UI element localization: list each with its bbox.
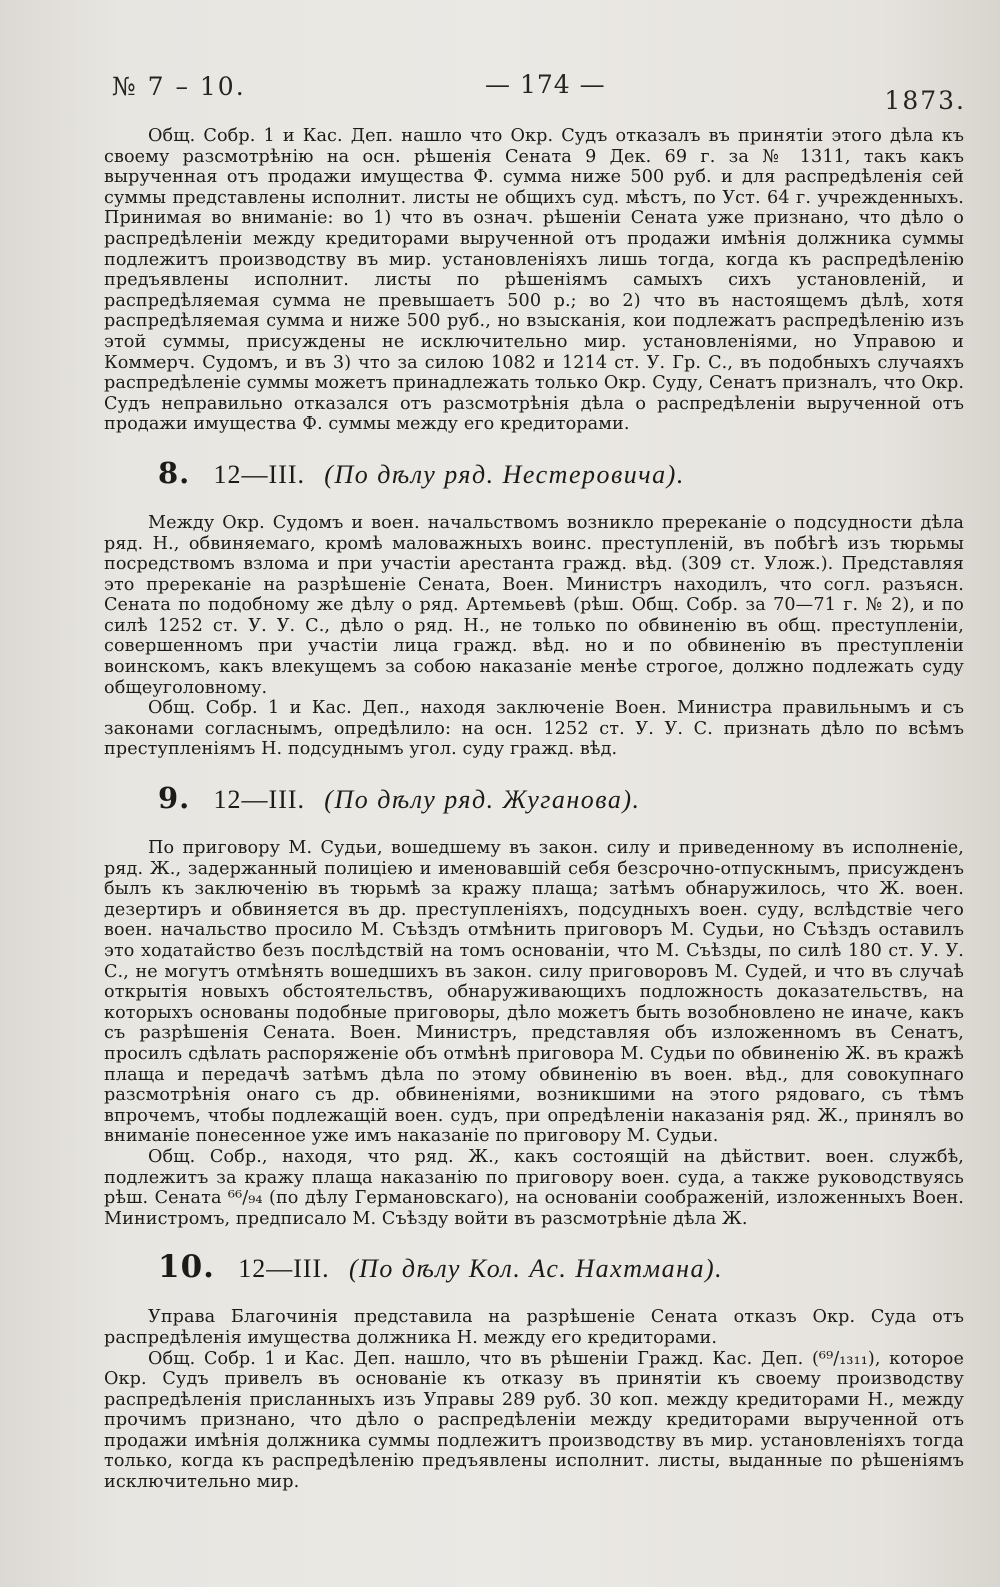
paragraph: Общ. Собр. 1 и Кас. Деп., находя заключеніе Воен. Министра правильнымъ и съ законами согласнымъ, опредѣлило: на осн. 1252 ст. У. У. С. признать дѣло по всѣмъ преступленіямъ Н. подсуднымъ угол. суду гражд. вѣд. bbox=[104, 698, 964, 760]
paragraph: Управа Благочинія представила на разрѣшеніе Сената отказъ Окр. Суда отъ распредѣленія имущества должника Н. между его кредиторами. bbox=[104, 1307, 964, 1348]
section-heading-8 bbox=[158, 457, 964, 491]
section-heading-9 bbox=[158, 782, 964, 816]
issue-number: № 7 – 10. bbox=[112, 72, 246, 101]
paragraph: Между Окр. Судомъ и воен. начальствомъ возникло пререканіе о подсудности дѣла ряд. Н., обвиняемаго, кромѣ маловажныхъ воинс. преступленій, въ побѣгѣ изъ тюрьмы посредствомъ взлома и при участіи арестанта гражд. вѣд. (309 ст. Улож.). Представляя это пререканіе на разрѣшеніе Сената, Воен. Министръ находилъ, что согл. разъясн. Сената по подобному же дѣлу о ряд. Артемьевѣ (рѣш. Общ. Собр. за 70—71 г. № 2), и по силѣ 1252 ст. У. У. С., дѣло о ряд. Н., не только по обвиненію въ общ. преступленіи, совершенномъ при участіи лица гражд. вѣд. но и по обвиненію въ преступленіи воинскомъ, какъ влекущемъ за собою наказаніе менѣе строгое, должно подлежать суду общеуголовному. bbox=[104, 512, 964, 698]
section-date: 12—III. bbox=[213, 459, 306, 489]
section-number: 9. bbox=[158, 781, 191, 816]
paragraph-continued: Общ. Собр. 1 и Кас. Деп. нашло что Окр. Судъ отказалъ въ принятіи этого дѣла къ своему разсмотрѣнію на осн. рѣшенія Сената 9 Дек. 69 г. за № 1311, такъ какъ вырученная отъ продажи имущества Ф. сумма ниже 500 руб. и для распредѣленія сей суммы представлены исполнит. листы не общихъ суд. мѣстъ, по Уст. 64 г. учрежденныхъ. Принимая во вниманіе: во 1) что въ означ. рѣшеніи Сената уже признано, что дѣло о распредѣленіи между кредиторами вырученной отъ продажи имѣнія должника суммы подлежитъ производству въ мир. установленіяхъ лишь тогда, когда къ распредѣленію предъявлены исполнит. листы по рѣшеніямъ самыхъ сихъ установленій, и распредѣляемая сумма не превышаетъ 500 р.; во 2) что въ настоящемъ дѣлѣ, хотя распредѣляемая сумма и ниже 500 руб., но взысканія, кои подлежатъ распредѣленію изъ этой суммы, присуждены не исключительно мир. установленіями, но Управою и Коммерч. Судомъ, и въ 3) что за силою 1082 и 1214 ст. У. Гр. С., въ подобныхъ случаяхъ распредѣленіе суммы можетъ принадлежать только Окр. Суду, Сенатъ призналъ, что Окр. Судъ неправильно отказался отъ разсмотрѣнія дѣла о распредѣленіи вырученной отъ продажи имущества Ф. суммы между его кредиторами. bbox=[104, 126, 965, 435]
section-date: 12—III. bbox=[238, 1254, 330, 1284]
page-header bbox=[112, 66, 966, 115]
year: 1873. bbox=[884, 86, 966, 115]
section-title: (По дѣлу ряд. Жуганова). bbox=[324, 785, 641, 815]
section-title: (По дѣлу ряд. Нестеровича). bbox=[324, 459, 685, 489]
paragraph: По приговору М. Судьи, вошедшему въ закон. силу и приведенному въ исполненіе, ряд. Ж., задержанный полиціею и именовавшій себя безсрочно-отпускнымъ, присужденъ былъ къ заключенію въ тюрьмѣ за кражу плаща; затѣмъ обнаружилось, что Ж. воен. дезертиръ и обвиняется въ др. преступленіяхъ, подсудныхъ воен. суду, вслѣдствіе чего воен. начальство просило М. Съѣздъ отмѣнить приговоръ М. Судьи, но Съѣздъ оставилъ это ходатайство безъ послѣдствій на томъ основаніи, что М. Съѣзды, по силѣ 180 ст. У. У. С., не могутъ отмѣнять вошедшихъ въ закон. силу приговоровъ М. Судей, и что въ случаѣ открытія новыхъ обстоятельствъ, обнаруживающихъ подложность доказательствъ, на которыхъ основаны подобные приговоры, дѣло можетъ быть возобновлено не иначе, какъ съ разрѣшенія Сената. Воен. Министръ, представляя объ изложенномъ въ Сенатъ, просилъ сдѣлать распоряженіе объ отмѣнѣ приговора М. Судьи по обвиненію Ж. въ кражѣ плаща и передачѣ затѣмъ дѣла по этому обвиненію въ воен. вѣд., для совокупнаго разсмотрѣнія онаго съ др. обвиненіями, возникшими на этого рядоваго, съ тѣмъ впрочемъ, чтобы подлежащій воен. судъ, при опредѣленіи наказанія ряд. Ж., принялъ во вниманіе понесенное уже имъ наказаніе по приговору М. Судьи. bbox=[104, 838, 964, 1147]
section-number: 10. bbox=[158, 1249, 215, 1286]
paragraph: Общ. Собр., находя, что ряд. Ж., какъ состоящій на дѣйствит. воен. службѣ, подлежитъ за кражу плаща наказанію по приговору воен. суда, а также руководствуясь рѣш. Сената ⁶⁶/₉₄ (по дѣлу Германовскаго), на основаніи соображеній, изложенныхъ Воен. Министромъ, предписало М. Съѣзду войти въ разсмотрѣніе дѣла Ж. bbox=[104, 1146, 964, 1229]
section-number: 8. bbox=[158, 455, 191, 490]
section-title: (По дѣлу Кол. Ас. Нахтмана). bbox=[348, 1254, 724, 1284]
section-heading-10 bbox=[158, 1251, 964, 1285]
paragraph: Общ. Собр. 1 и Кас. Деп. нашло, что въ рѣшеніи Гражд. Кас. Деп. (⁶⁹/₁₃₁₁), которое Окр. Судъ привелъ въ основаніе къ отказу въ принятіи къ своему производству распредѣленія присланныхъ изъ Управы 289 руб. 30 коп. между кредиторами Н., между прочимъ признано, что дѣло о распредѣленіи между кредиторами вырученной отъ продажи имѣнія должника суммы подлежитъ производству въ мир. установленіяхъ тогда только, когда къ распредѣленію предъявлены исполнит. листы, выданные по рѣшеніямъ исключительно мир. bbox=[104, 1348, 964, 1493]
section-date: 12—III. bbox=[213, 785, 306, 815]
page-body bbox=[104, 126, 964, 1493]
page-number: — 174 — bbox=[485, 70, 606, 99]
